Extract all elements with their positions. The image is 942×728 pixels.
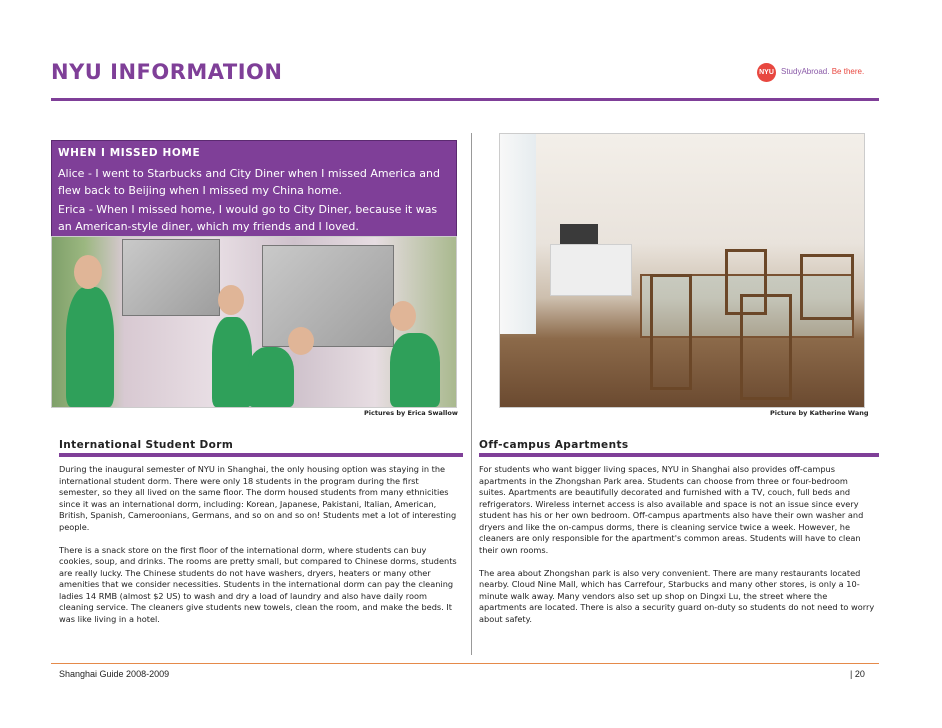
section-rule — [479, 453, 879, 457]
missed-home-callout — [51, 140, 457, 237]
section-rule — [59, 453, 463, 457]
logo-wordmark: StudyAbroad. — [781, 67, 830, 76]
callout-quote-erica: Erica - When I missed home, I would go to City Diner, because it was an American-style diner, which my friends and I loved. — [58, 203, 438, 233]
chair-image — [650, 274, 692, 390]
chair-image — [800, 254, 854, 320]
student-figure — [212, 317, 252, 407]
body-paragraph: During the inaugural semester of NYU in Shanghai, the only housing option was staying in the international student dorm. There were only 18 students in the program during the first semester, so they all lived on the same floor. The dorm housed students from many ethnicities since it was an international dorm, including: Korean, Japanese, Pakistani, Italian, American, British, Spanish, Cameroonians, Germans, and so on and so on! Students met a lot of interesting people. — [59, 464, 457, 532]
chair-image — [740, 294, 792, 400]
apartments-section-body — [479, 464, 877, 637]
dorm-sign-photos — [51, 236, 457, 408]
dorm-plaque-image — [122, 239, 220, 316]
student-figure — [390, 333, 440, 407]
section-heading-dorm: International Student Dorm — [59, 439, 234, 451]
student-figure — [248, 347, 294, 407]
student-head — [218, 285, 244, 315]
body-paragraph: The area about Zhongshan park is also very convenient. There are many restaurants located nearby. Cloud Nine Mall, which has Carrefour, Starbucks and many other stores, is only a 10-minute walk away. Many vendors also set up shop on Dingxi Lu, the street where the apartments are located. There is also a security guard on-duty so students do not need to worry about safety. — [479, 567, 875, 624]
body-paragraph: There is a snack store on the first floor of the international dorm, where students can buy cookies, soup, and drinks. The rooms are pretty small, but compared to Chinese dorms, students are really lucky. The Chinese students do not have washers, dryers, heaters or many other amenities that we consider necessities. Students in the international dorm can pay the cleaning ladies 14 RMB (almost $2 US) to wash and dry a load of laundry and also have daily room cleaning service. The cleaners give students new towels, clean the room, and make the beds. It was like living in a hotel. — [59, 544, 457, 624]
nyu-logo-mark: NYU — [757, 63, 776, 82]
student-head — [390, 301, 416, 331]
couch-image — [550, 244, 632, 296]
logo-tagline: Be there. — [831, 67, 865, 76]
student-head — [288, 327, 314, 355]
student-head — [74, 255, 102, 289]
section-heading-apartments: Off-campus Apartments — [479, 439, 629, 451]
callout-heading: WHEN I MISSED HOME — [58, 147, 201, 159]
callout-quote-alice: Alice - I went to Starbucks and City Diner when I missed America and flew back to Beijing when I missed my China home. — [58, 167, 440, 197]
body-paragraph: For students who want bigger living spaces, NYU in Shanghai also provides off-campus apartments in the Zhongshan Park area. Students can choose from three or four-bedroom suites. Apartments are beautifully decorated and furnished with a TV, couch, full beds and refrigerators. Wireless internet access is also available and space is not an issue since every student has his or her own bedroom. Off-campus apartments also have their own washer and dryers and like the on-campus dorms, there is cleaning service twice a week. However, he cleaners are only responsible for the apartment's common areas. Students will have to clean their own rooms. — [479, 464, 864, 555]
footer-divider — [51, 663, 879, 664]
right-photo-caption: Picture by Katherine Wang — [770, 409, 869, 417]
apartment-interior-photo — [499, 133, 865, 408]
window-image — [500, 134, 536, 334]
column-divider — [471, 133, 472, 655]
logo-text — [781, 67, 864, 76]
dorm-plaque-image — [262, 245, 394, 347]
header-divider — [51, 98, 879, 101]
page-number: | 20 — [850, 669, 865, 679]
student-figure — [66, 287, 114, 407]
dorm-section-body — [59, 464, 459, 637]
left-photo-caption: Pictures by Erica Swallow — [364, 409, 458, 417]
footer-guide-title: Shanghai Guide 2008-2009 — [59, 669, 170, 679]
page-title: NYU INFORMATION — [51, 60, 283, 84]
